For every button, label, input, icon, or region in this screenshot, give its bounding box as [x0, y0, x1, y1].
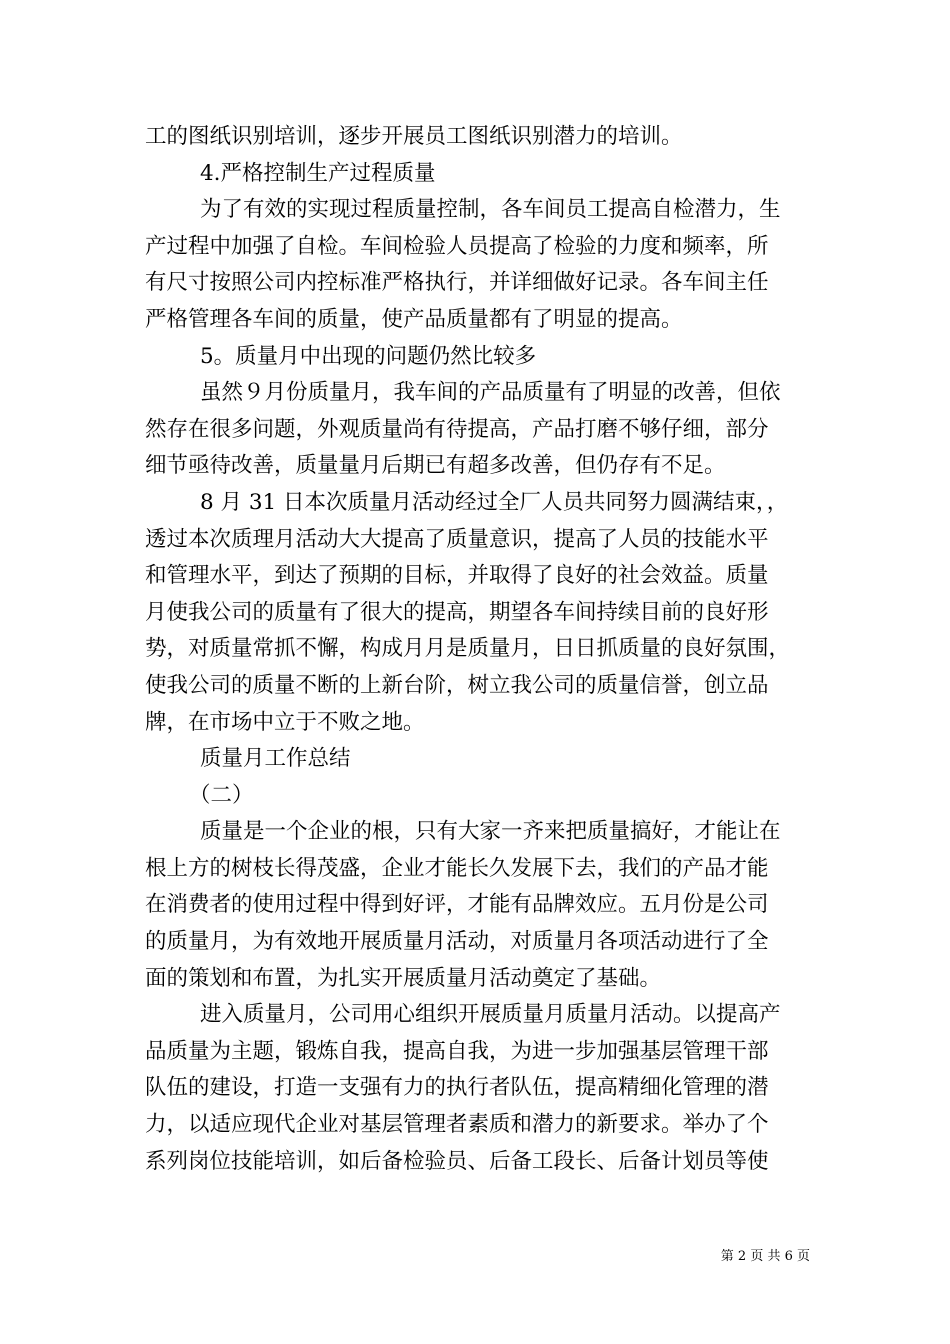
text-line: 的质量月，为有效地开展质量月活动，对质量月各项活动进行了全	[145, 929, 769, 955]
text-line: 牌，在市场中立于不败之地。	[145, 709, 425, 735]
text-line: 严格管理各车间的质量，使产品质量都有了明显的提高。	[145, 306, 683, 332]
text-line: 队伍的建设，打造一支强有力的执行者队伍，提高精细化管理的潜	[145, 1075, 769, 1101]
section-heading-5	[145, 339, 810, 376]
text-line: （二）	[189, 782, 254, 808]
text-line: 细节亟待改善，质量量月后期已有超多改善，但仍存有不足。	[145, 453, 726, 479]
text-line: 质量月工作总结	[200, 746, 351, 772]
text-line: 品质量为主题，锻炼自我，提高自我，为进一步加强基层管理干部	[145, 1038, 769, 1064]
section-number	[145, 778, 810, 815]
document-subtitle	[145, 741, 810, 778]
paragraph-process-quality	[145, 192, 810, 338]
paragraph-conclusion	[145, 485, 810, 741]
text-line: 和管理水平，到达了预期的目标，并取得了良好的社会效益。质量	[145, 563, 769, 589]
text-line: 质量是一个企业的根，只有大家一齐来把质量搞好，才能让在	[200, 819, 781, 845]
document-body	[145, 119, 810, 1180]
text-line: 产过程中加强了自检。车间检验人员提高了检验的力度和频率，所	[145, 233, 769, 259]
text-line: 在消费者的使用过程中得到好评，才能有品牌效应。五月份是公司	[145, 892, 769, 918]
text-line: 工的图纸识别培训，逐步开展员工图纸识别潜力的培训。	[145, 124, 683, 149]
paragraph-problems	[145, 375, 810, 485]
text-line: 4.严格控制生产过程质量	[200, 160, 436, 186]
paragraph-continuation	[145, 119, 810, 156]
text-line: 5。质量月中出现的问题仍然比较多	[200, 343, 537, 369]
text-line: 然存在很多问题，外观质量尚有待提高，产品打磨不够仔细，部分	[145, 416, 769, 442]
text-line: 虽然９月份质量月，我车间的产品质量有了明显的改善，但依	[200, 380, 781, 406]
text-line: 有尺寸按照公司内控标准严格执行，并详细做好记录。各车间主任	[145, 270, 769, 296]
paragraph-quality-month-activities	[145, 997, 810, 1180]
text-line: 根上方的树枝长得茂盛，企业才能长久发展下去，我们的产品才能	[145, 855, 769, 881]
section-heading-4	[145, 156, 810, 193]
text-line: 进入质量月，公司用心组织开展质量月质量月活动。以提高产	[200, 1002, 781, 1028]
text-line: 力，以适应现代企业对基层管理者素质和潜力的新要求。举办了个	[145, 1112, 769, 1138]
text-line: 使我公司的质量不断的上新台阶，树立我公司的质量信誉，创立品	[145, 672, 769, 698]
text-line: 为了有效的实现过程质量控制，各车间员工提高自检潜力，生	[200, 197, 781, 223]
paragraph-quality-root	[145, 814, 810, 997]
text-line: 势，对质量常抓不懈，构成月月是质量月，日日抓质量的良好氛围，	[145, 636, 791, 662]
text-line: 透过本次质理月活动大大提高了质量意识，提高了人员的技能水平	[145, 526, 769, 552]
text-line: 8 月 31 日本次质量月活动经过全厂人员共同努力圆满结束，，	[200, 489, 789, 515]
page-number-footer: 第 2 页 共 6 页	[720, 1249, 810, 1264]
text-line: 系列岗位技能培训，如后备检验员、后备工段长、后备计划员等使	[145, 1148, 769, 1174]
text-line: 月使我公司的质量有了很大的提高，期望各车间持续目前的良好形	[145, 599, 769, 625]
text-line: 面的策划和布置，为扎实开展质量月活动奠定了基础。	[145, 965, 662, 991]
